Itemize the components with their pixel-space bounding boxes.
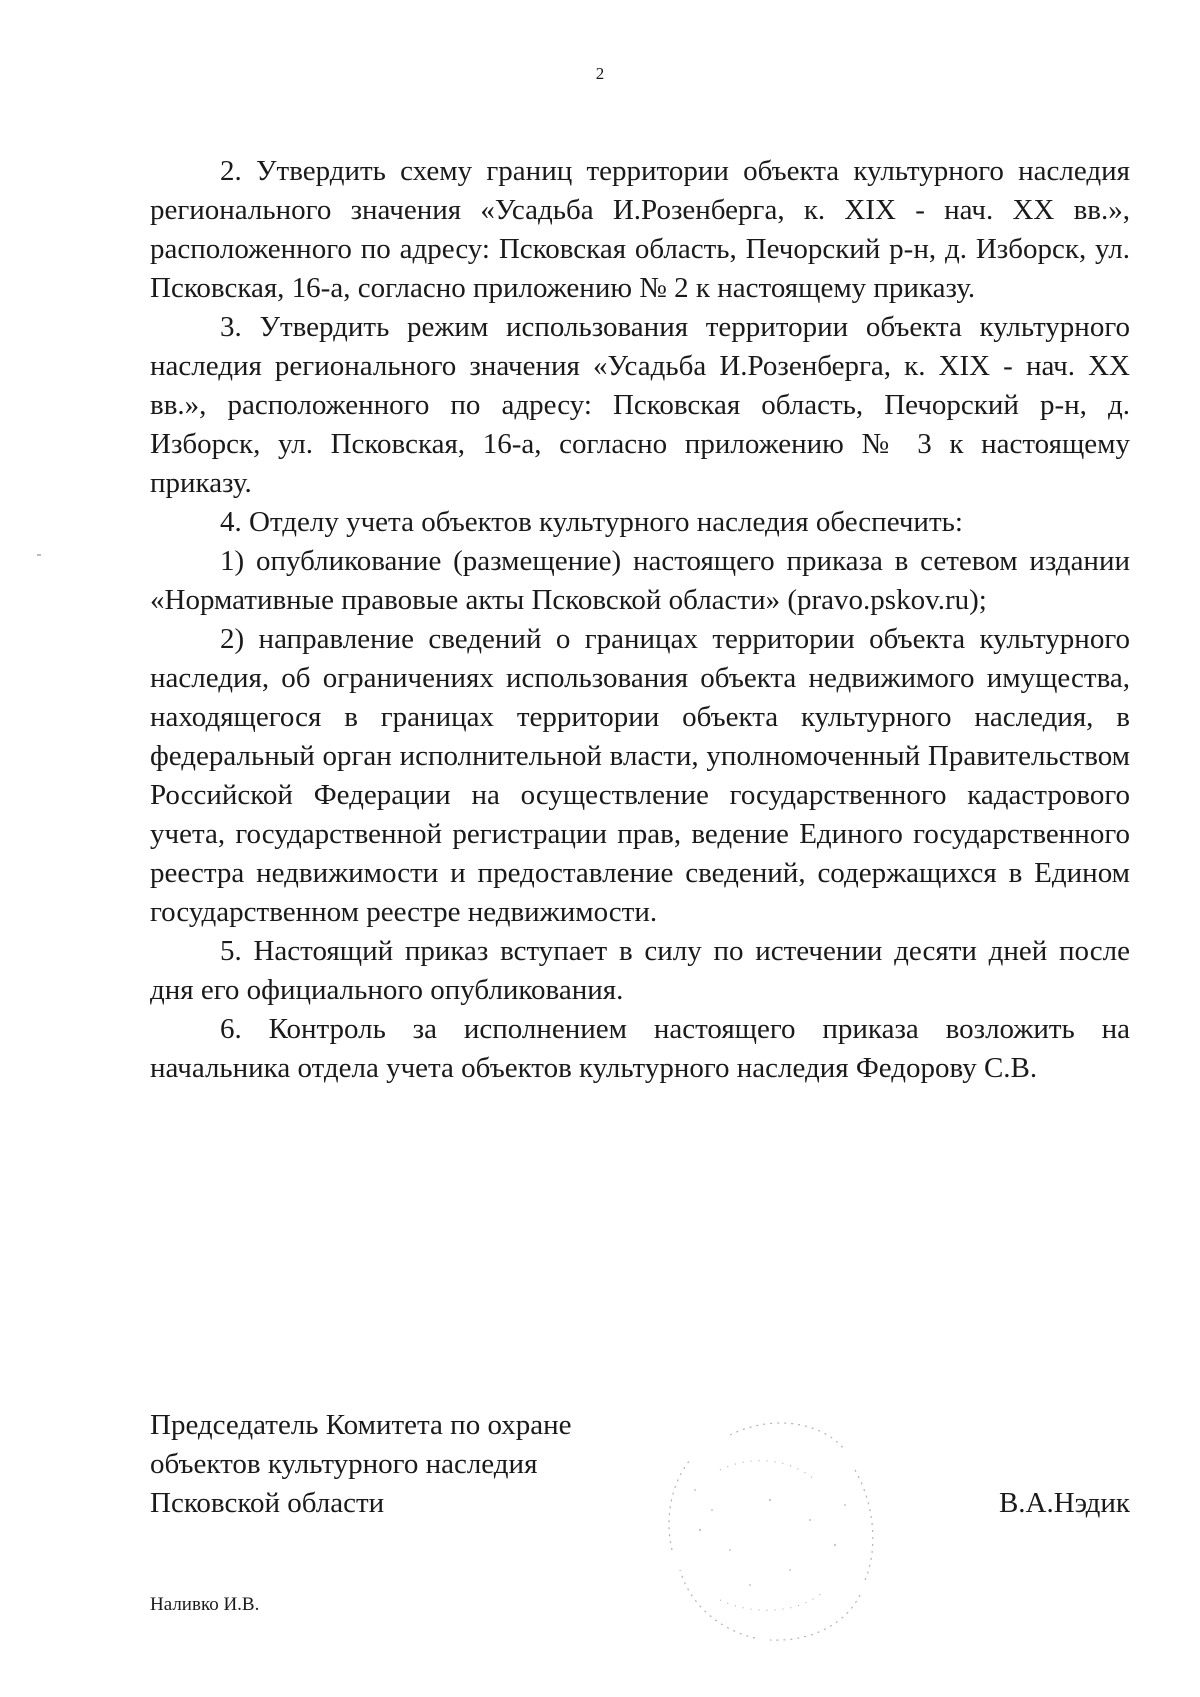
paragraph-4: 4. Отделу учета объектов культурного наследия обеспечить: <box>220 506 963 538</box>
signatory-position-line: объектов культурного наследия <box>150 1448 538 1480</box>
paragraph-4-2: 2) направление сведений о границах территории объекта культурного наследия, об ограничениях использования объекта недвижимого имущества, находящегося в границах территории объекта культурного наследия, в федеральный орган исполнительной власти, уполномоченный Правительством Российской Федерации на осуществление государственного кадастрового учета, государственной регистрации прав, ведение Единого государственного реестра недвижимости и предоставление сведений, содержащихся в Едином государственном реестре недвижимости. <box>150 623 1130 928</box>
paragraph-4-1: 1) опубликование (размещение) настоящего приказа в сетевом издании «Нормативные правовые акты Псковской области» (pravo.pskov.ru); <box>150 545 1130 616</box>
signatory-position <box>150 1406 670 1523</box>
page-number: 2 <box>595 64 605 83</box>
executor-name: Наливко И.В. <box>150 1594 260 1615</box>
signatory-name: В.А.Нэдик <box>998 1487 1130 1519</box>
paragraph-2: 2. Утвердить схему границ территории объекта культурного наследия регионального значения «Усадьба И.Розенберга, к. XIX - нач. XX вв.», расположенного по адресу: Псковская область, Печорский р-н, д. Изборск, ул. Псковская, 16-а, согласно приложению № 2 к настоящему приказу. <box>150 155 1130 304</box>
signatory-position-line: Псковской области <box>150 1487 385 1519</box>
paragraph-5: 5. Настоящий приказ вступает в силу по истечении десяти дней после дня его официального опубликования. <box>150 935 1130 1006</box>
document-body <box>150 152 1130 1088</box>
official-seal-icon <box>660 1410 890 1650</box>
paragraph-6: 6. Контроль за исполнением настоящего приказа возложить на начальника отдела учета объектов культурного наследия Федорову С.В. <box>150 1013 1130 1084</box>
paragraph-3: 3. Утвердить режим использования территории объекта культурного наследия регионального значения «Усадьба И.Розенберга, к. XIX - нач. XX вв.», расположенного по адресу: Псковская область, Печорский р-н, д. Изборск, ул. Псковская, 16-а, согласно приложению № 3 к настоящему приказу. <box>150 311 1130 499</box>
signatory-position-line: Председатель Комитета по охране <box>150 1409 572 1441</box>
scan-artifact <box>37 554 41 556</box>
